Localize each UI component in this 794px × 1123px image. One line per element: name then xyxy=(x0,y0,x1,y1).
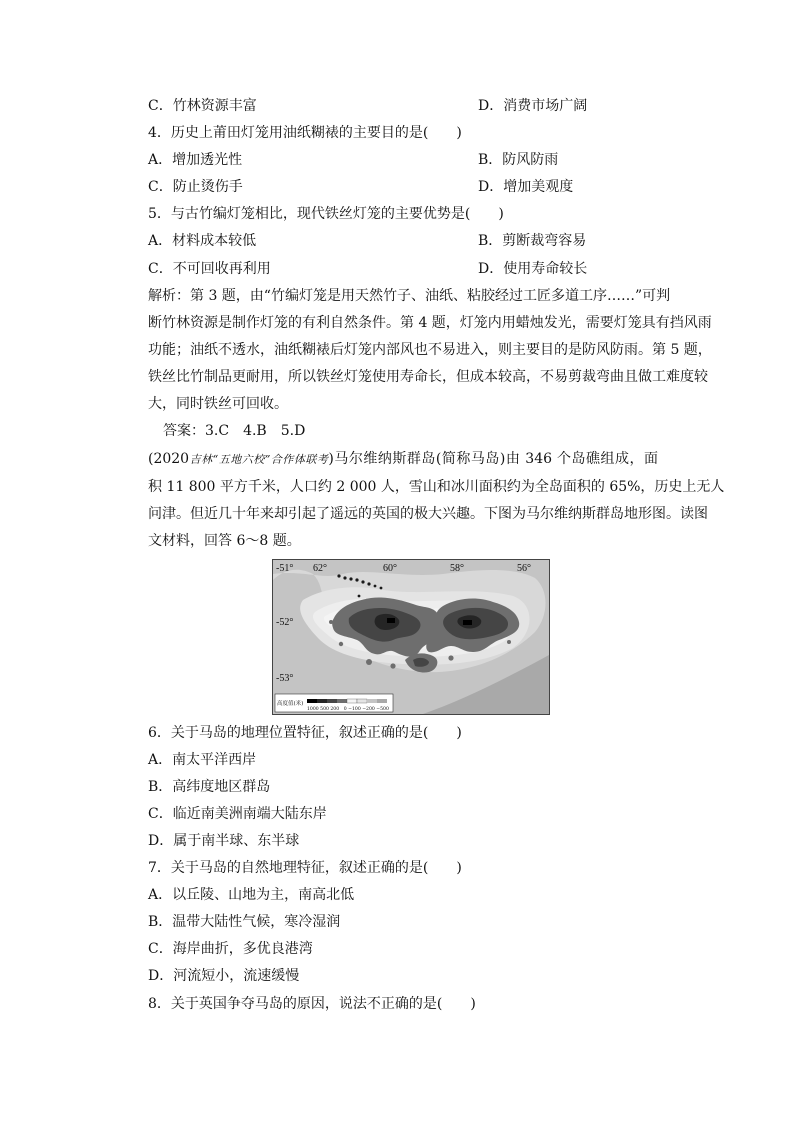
analysis-line: 大，同时铁丝可回收。 xyxy=(148,396,288,412)
map-legend xyxy=(275,694,393,712)
q6-option-d: D．属于南半球、东半球 xyxy=(148,833,300,849)
q5-option-d: D．使用寿命较长 xyxy=(478,261,588,277)
lon-label: 60° xyxy=(383,563,397,574)
material-year: (2020 xyxy=(148,451,190,467)
lat-label: -51° xyxy=(276,563,294,574)
lon-label: 56° xyxy=(517,563,531,574)
lat-label: -53° xyxy=(276,673,294,684)
q4-option-c: C．防止烫伤手 xyxy=(148,179,243,195)
material-line: 文材料，回答 6～8 题。 xyxy=(148,533,301,549)
q4-stem: 4．历史上莆田灯笼用油纸糊裱的主要目的是( ) xyxy=(148,125,462,141)
q5-option-b: B．剪断裁弯容易 xyxy=(478,233,587,249)
analysis-line: 功能；油纸不透水，油纸糊裱后灯笼内部风也不易进入，则主要目的是防风防雨。第 5 题， xyxy=(148,342,712,358)
q3-option-d: D．消费市场广阔 xyxy=(478,98,588,114)
analysis-line: 解析：第 3 题，由“竹编灯笼是用天然竹子、油纸、粘胶经过工匠多道工序……”可判 xyxy=(148,288,671,304)
material-line: 问津。但近几十年来却引起了遥远的英国的极大兴趣。下图为马尔维纳斯群岛地形图。读图 xyxy=(148,506,708,522)
q7-option-c: C．海岸曲折，多优良港湾 xyxy=(148,941,313,957)
q6-option-c: C．临近南美洲南端大陆东岸 xyxy=(148,806,327,822)
q7-stem: 7．关于马岛的自然地理特征，叙述正确的是( ) xyxy=(148,860,462,876)
lon-label: 62° xyxy=(313,563,327,574)
material-source: 吉林“五地六校”合作体联考 xyxy=(189,453,329,466)
lon-label: 58° xyxy=(450,563,464,574)
q5-stem: 5．与古竹编灯笼相比，现代铁丝灯笼的主要优势是( ) xyxy=(148,206,504,222)
q4-option-b: B．防风防雨 xyxy=(478,152,559,168)
q5-option-c: C．不可回收再利用 xyxy=(148,261,271,277)
analysis-line: 断竹林资源是制作灯笼的有利自然条件。第 4 题，灯笼内用蜡烛发光，需要灯笼具有挡风雨 xyxy=(148,315,712,331)
analysis-line: 铁丝比竹制品更耐用，所以铁丝灯笼使用寿命长，但成本较高，不易剪裁弯曲且做工难度较 xyxy=(148,369,708,385)
legend-title: 高度值(米) xyxy=(277,701,304,707)
q4-option-a: A．增加透光性 xyxy=(148,152,243,168)
q8-stem: 8．关于英国争夺马岛的原因，说法不正确的是( ) xyxy=(148,996,476,1012)
q6-option-a: A．南太平洋西岸 xyxy=(148,752,257,768)
material-line xyxy=(148,450,658,469)
material-line: 积 11 800 平方千米，人口约 2 000 人，雪山和冰川面积约为全岛面积的 65%，历史上无人 xyxy=(148,479,725,495)
q7-option-b: B．温带大陆性气候，寒冷湿润 xyxy=(148,914,341,930)
q4-option-d: D．增加美观度 xyxy=(478,179,574,195)
q7-option-a: A．以丘陵、山地为主，南高北低 xyxy=(148,887,355,903)
answer-line: 答案：3.C 4.B 5.D xyxy=(163,423,306,439)
falklands-topographic-map xyxy=(272,559,550,715)
material-intro: )马尔维纳斯群岛(简称马岛)由 346 个岛礁组成，面 xyxy=(328,451,659,467)
q3-option-c: C．竹林资源丰富 xyxy=(148,98,257,114)
legend-scale: 1000 500 200 0 −100 −200 −500 xyxy=(307,707,389,712)
q5-option-a: A．材料成本较低 xyxy=(148,233,257,249)
q7-option-d: D．河流短小，流速缓慢 xyxy=(148,968,300,984)
q6-option-b: B．高纬度地区群岛 xyxy=(148,779,271,795)
lat-label: -52° xyxy=(276,617,294,628)
q6-stem: 6．关于马岛的地理位置特征，叙述正确的是( ) xyxy=(148,725,462,741)
